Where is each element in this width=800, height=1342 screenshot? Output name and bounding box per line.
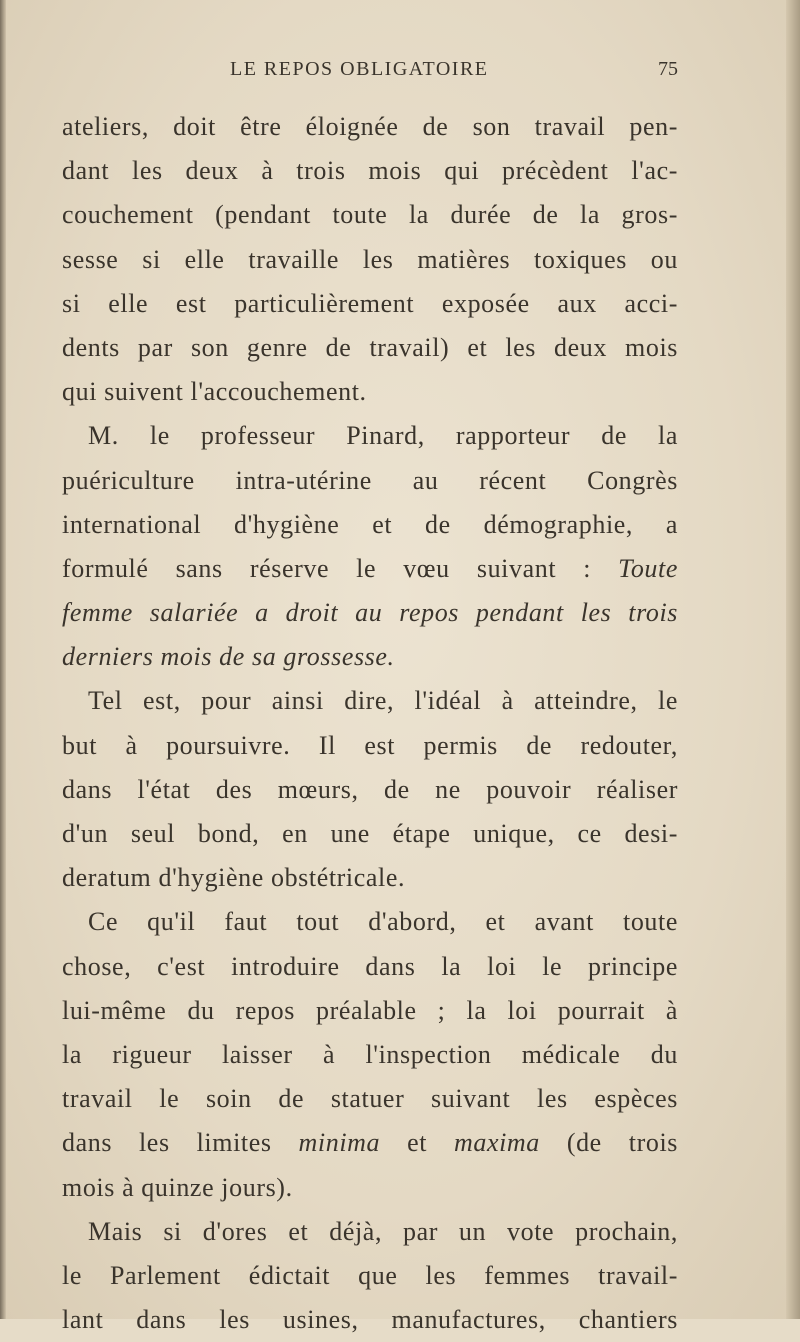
italic-text-line: femme salariée a droit au repos pendant les trois xyxy=(62,598,678,628)
text-run: dans les limites xyxy=(62,1128,272,1158)
italic-run: minima xyxy=(298,1128,381,1158)
text-line: d'un seul bond, en une étape unique, ce desi- xyxy=(62,819,678,848)
text-run: et xyxy=(407,1128,428,1158)
text-line: but à poursuivre. Il est permis de redouter, xyxy=(62,730,678,760)
text-line: qui suivent l'accouchement. xyxy=(62,377,367,407)
text-line: puériculture intra-utérine au récent Congrès xyxy=(62,465,678,495)
text-line: international d'hygiène et de démographie, a xyxy=(62,509,678,539)
text-line: lui-même du repos préalable ; la loi pourrait à xyxy=(62,995,678,1025)
text-line: ateliers, doit être éloignée de son travail pen- xyxy=(62,112,678,141)
page-binding-edge xyxy=(0,0,6,1319)
text-line: chose, c'est introduire dans la loi le principe xyxy=(62,951,678,981)
italic-text-line: derniers mois de sa grossesse. xyxy=(62,642,395,672)
text-line: dans l'état des mœurs, de ne pouvoir réaliser xyxy=(62,774,678,804)
body-text xyxy=(62,105,678,1342)
paragraph-start: Mais si d'ores et déjà, par un vote prochain, xyxy=(88,1216,678,1246)
text-line: la rigueur laisser à l'inspection médicale du xyxy=(62,1039,678,1069)
page-outer-edge xyxy=(786,0,800,1319)
italic-run: Toute xyxy=(618,553,678,583)
text-run: formulé sans réserve le vœu suivant : xyxy=(62,553,592,583)
text-line-with-italics xyxy=(62,1121,678,1165)
text-run: (de trois xyxy=(566,1128,678,1158)
text-line: le Parlement édictait que les femmes travail- xyxy=(62,1260,678,1290)
page-header xyxy=(62,56,678,88)
text-line: dents par son genre de travail) et les deux mois xyxy=(62,332,678,362)
paragraph-start: M. le professeur Pinard, rapporteur de la xyxy=(88,421,678,451)
text-line: deratum d'hygiène obstétricale. xyxy=(62,863,406,893)
text-line: lant dans les usines, manufactures, chantiers xyxy=(62,1305,678,1335)
text-line-with-quote xyxy=(62,547,678,591)
italic-run: maxima xyxy=(453,1128,540,1158)
text-line: dant les deux à trois mois qui précèdent l'ac- xyxy=(62,156,678,186)
text-line: si elle est particulièrement exposée aux acci- xyxy=(62,288,678,318)
text-line: travail le soin de statuer suivant les espèces xyxy=(62,1084,678,1114)
text-line: sesse si elle travaille les matières toxiques ou xyxy=(62,244,678,274)
paragraph-start: Tel est, pour ainsi dire, l'idéal à atteindre, le xyxy=(88,686,678,716)
paragraph-start: Ce qu'il faut tout d'abord, et avant toute xyxy=(88,907,678,937)
page-number: 75 xyxy=(658,58,678,80)
text-line: couchement (pendant toute la durée de la gros- xyxy=(62,200,678,230)
text-line: mois à quinze jours). xyxy=(62,1172,293,1202)
running-title: LE REPOS OBLIGATOIRE xyxy=(230,58,489,80)
